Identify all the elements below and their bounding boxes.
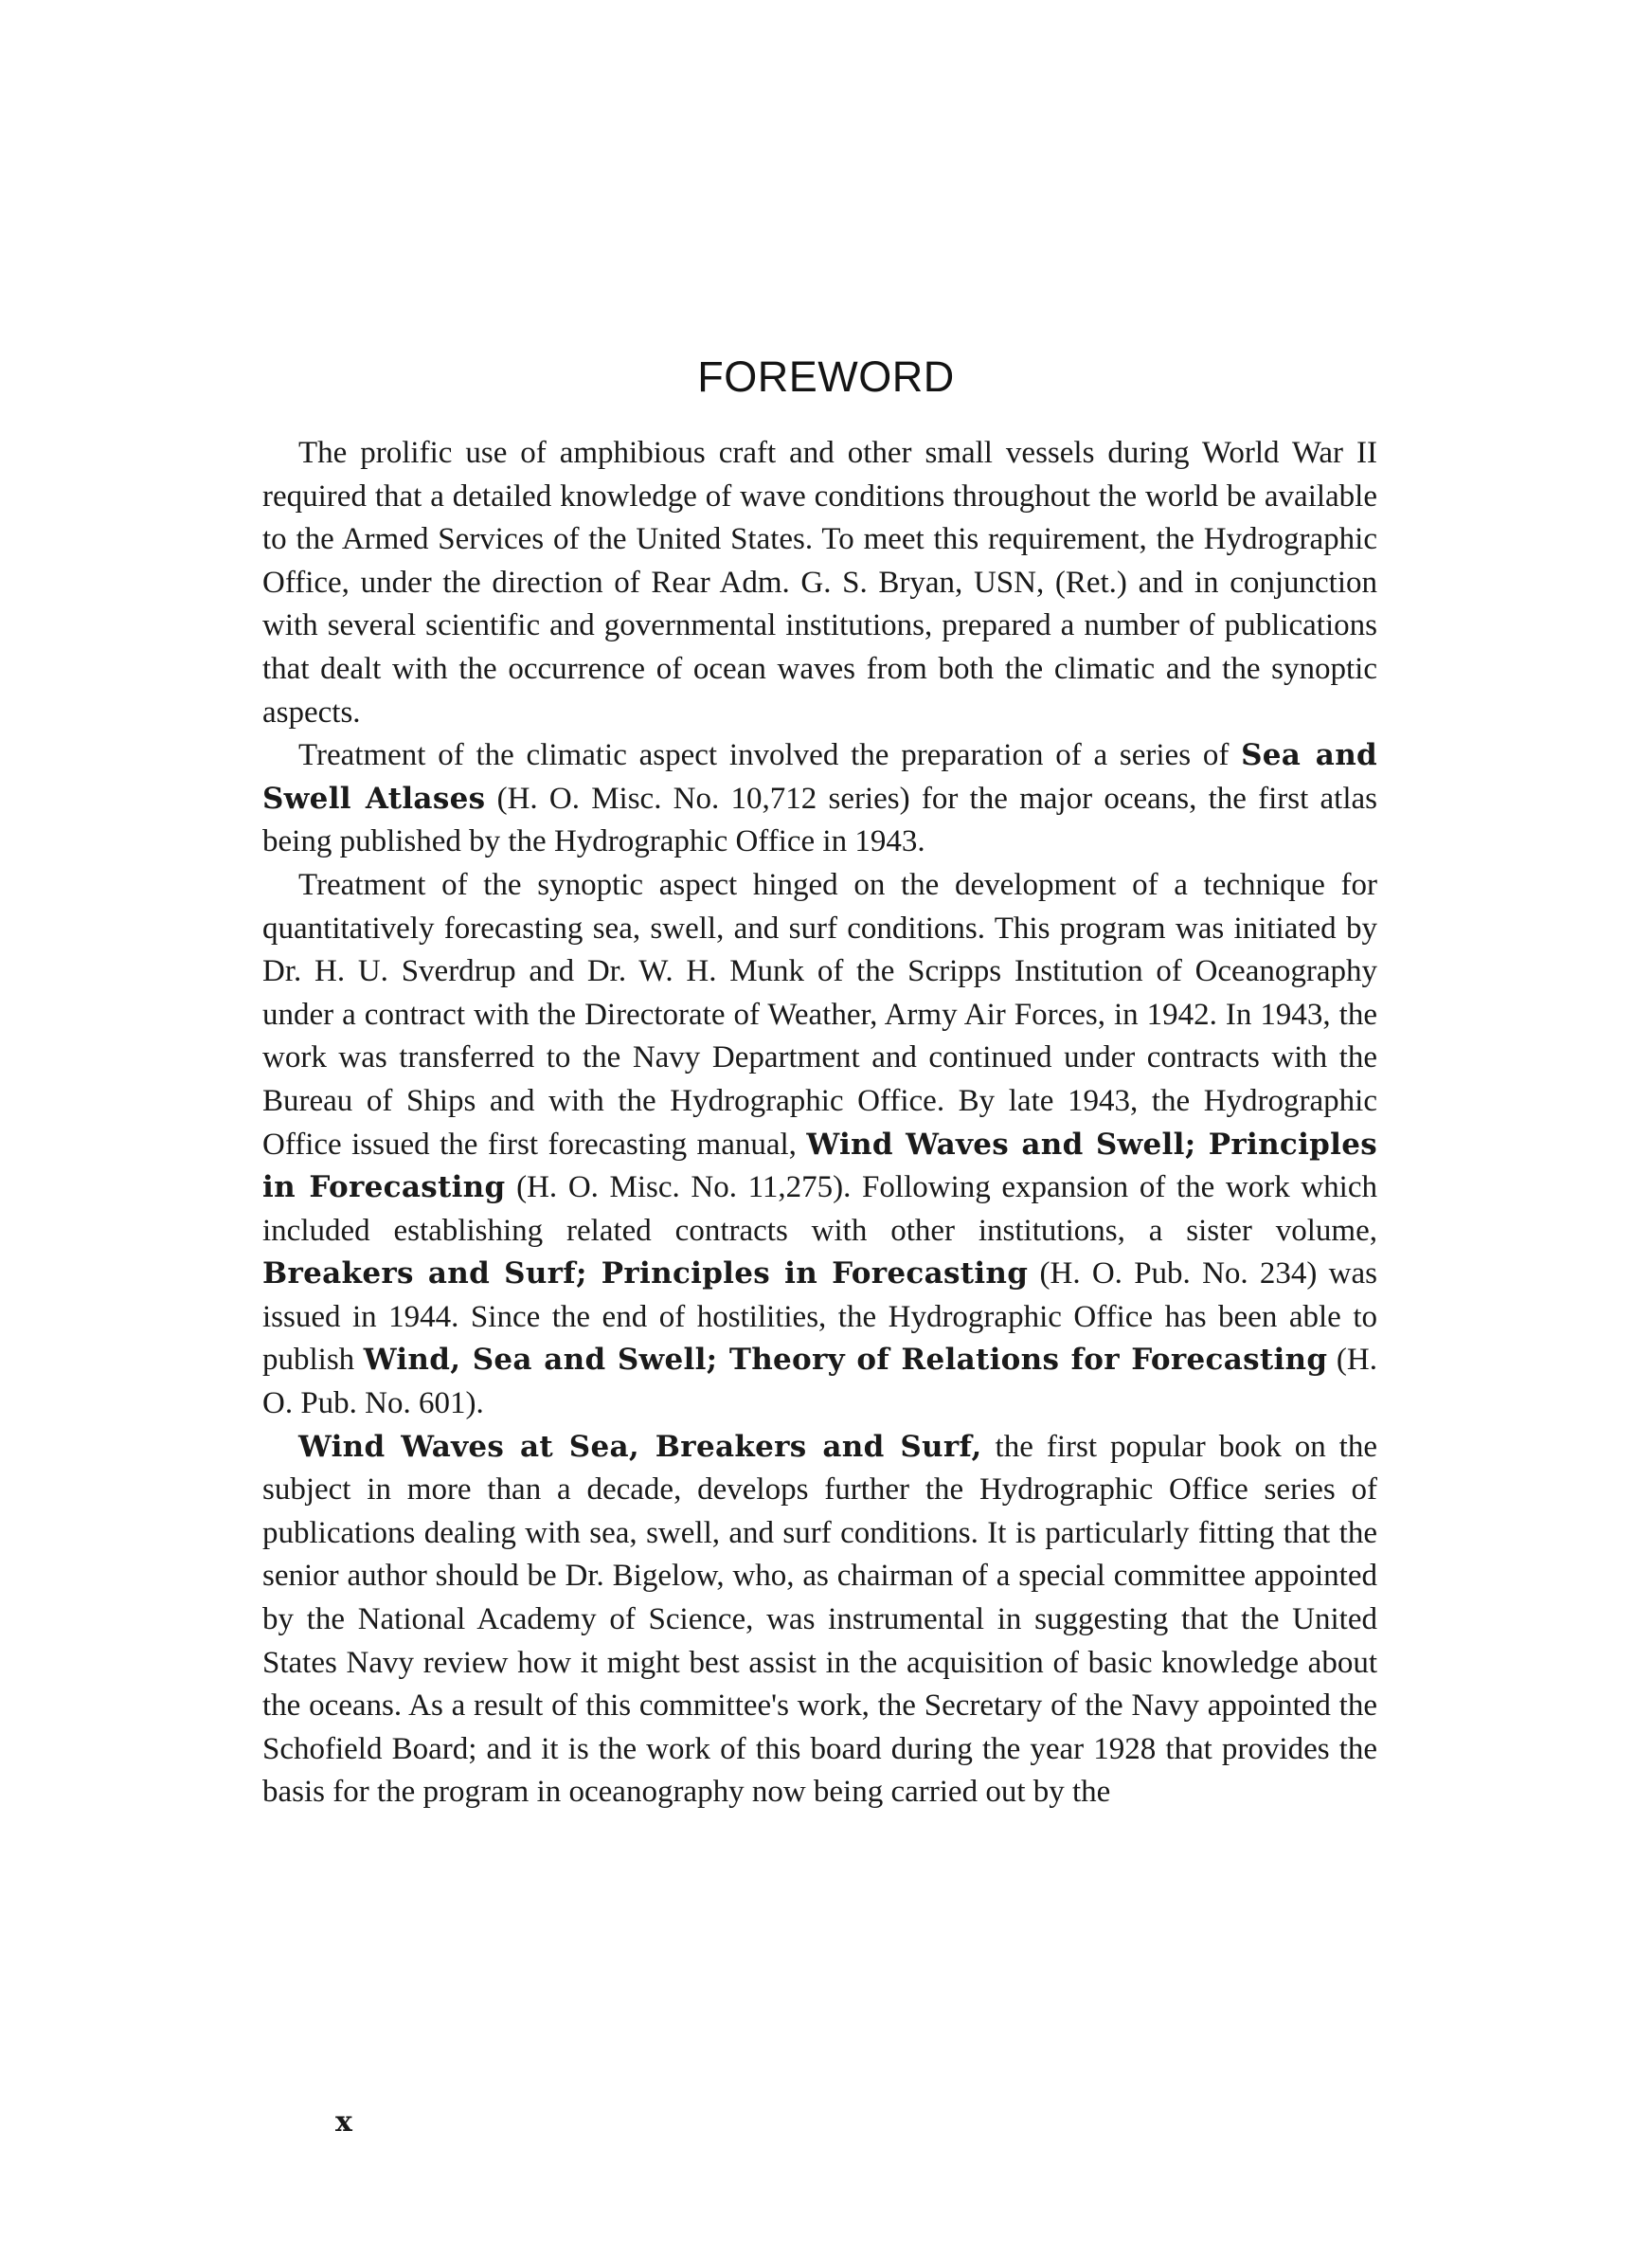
- paragraph: [262, 734, 1377, 864]
- bold-title: Wind, Sea and Swell; Theory of Relations for Forecasting: [363, 1343, 1328, 1378]
- bold-title: Sea and Swell Atlases: [262, 738, 1378, 816]
- text-run: Treatment of the climatic aspect involved the preparation of a series of: [298, 738, 1242, 773]
- bold-title: Wind Waves at Sea, Breakers and Surf,: [298, 1429, 982, 1464]
- foreword-body: [262, 432, 1377, 1815]
- text-run: The prolific use of amphibious craft and other small vessels during World War II required that a detailed knowledge of wave conditions throughout the world be available to the Armed Services of the United States. To meet this requirement, the Hydrographic Office, under the direction of Rear Adm. G. S. Bryan, USN, (Ret.) and in conjunction with several scientific and governmental institutions, prepared a number of publications that dealt with the occurrence of ocean waves from both the climatic and the synoptic aspects.: [262, 436, 1377, 730]
- text-run: Treatment of the synoptic aspect hinged on the development of a technique for quantitatively forecasting sea, swell, and surf conditions. This program was initiated by Dr. H. U. Sverdrup and Dr. W. H. Munk of the Scripps Institution of Oceanography under a contract with the Directorate of Weather, Army Air Forces, in 1942. In 1943, the work was transferred to the Navy Department and continued under contracts with the Bureau of Ships and with the Hydrographic Office. By late 1943, the Hydrographic Office issued the first forecasting manual,: [262, 867, 1377, 1162]
- bold-title: Wind Waves and Swell; Principles in Forecasting: [262, 1127, 1377, 1205]
- page-number: x: [335, 2105, 352, 2139]
- paragraph: [262, 864, 1377, 1426]
- bold-title: Breakers and Surf; Principles in Forecasting: [262, 1256, 1029, 1291]
- page-heading: FOREWORD: [697, 352, 955, 401]
- text-run: (H. O. Misc. No. 11,275). Following expansion of the work which included establishing related contracts with other institutions, a sister volume,: [262, 1170, 1378, 1248]
- paragraph: [262, 432, 1377, 734]
- text-run: (H. O. Pub. No. 601).: [262, 1343, 1377, 1421]
- text-run: (H. O. Misc. No. 10,712 series) for the major oceans, the first atlas being published by the Hydrographic Office in 1943.: [262, 781, 1377, 859]
- text-run: the first popular book on the subject in more than a decade, develops further the Hydrographic Office series of publications dealing with sea, swell, and surf conditions. It is particularly fitting that the senior author should be Dr. Bigelow, who, as chairman of a special committee appointed by the National Academy of Science, was instrumental in suggesting that the United States Navy review how it might best assist in the acquisition of basic knowledge about the oceans. As a result of this committee's work, the Secretary of the Navy appointed the Schofield Board; and it is the work of this board during the year 1928 that provides the basis for the program in oceanography now being carried out by the: [262, 1429, 1377, 1810]
- text-run: (H. O. Pub. No. 234) was issued in 1944. Since the end of hostilities, the Hydrographic Office has been able to publish: [262, 1256, 1377, 1378]
- paragraph: [262, 1426, 1377, 1815]
